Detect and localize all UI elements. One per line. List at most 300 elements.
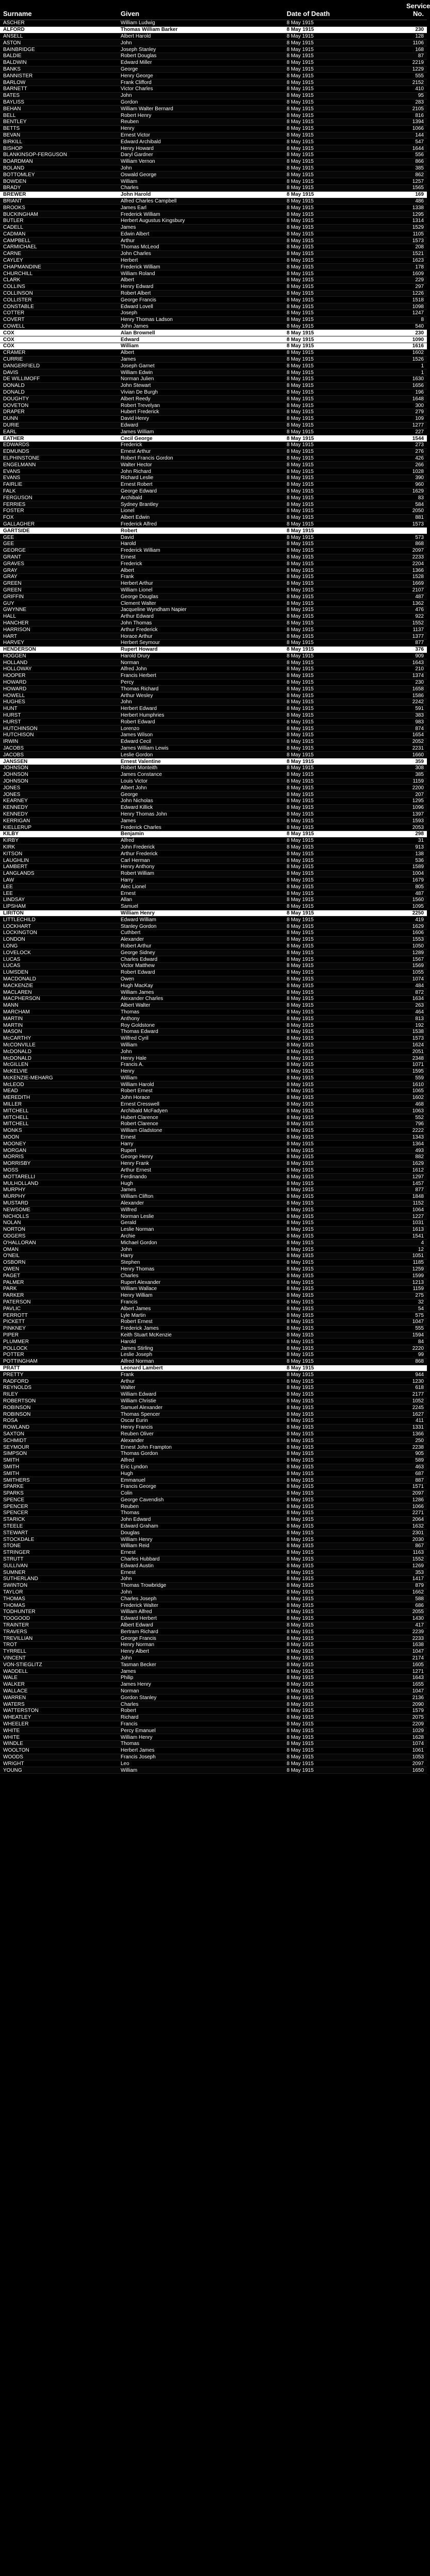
given-cell: John — [118, 1048, 284, 1055]
service-no-cell: 2219 — [403, 59, 427, 66]
given-cell: Lyle Martin — [118, 1312, 284, 1319]
date-cell: 8 May 1915 — [284, 323, 403, 330]
date-cell: 8 May 1915 — [284, 231, 403, 238]
given-cell: Edward Miller — [118, 59, 284, 66]
surname-cell: EDMUNDS — [0, 448, 118, 455]
table-row — [0, 1332, 427, 1338]
table-row — [0, 1246, 427, 1253]
given-cell: Henry Howard — [118, 145, 284, 152]
service-no-cell: 591 — [403, 705, 427, 712]
date-cell: 8 May 1915 — [284, 1727, 403, 1734]
date-cell: 8 May 1915 — [284, 1708, 403, 1715]
given-cell: Horace Arthur — [118, 633, 284, 640]
table-row — [0, 528, 427, 534]
given-cell: Stephen — [118, 1259, 284, 1266]
service-no-cell: 1662 — [403, 1589, 427, 1596]
service-no-cell: 1090 — [403, 336, 427, 343]
table-row — [0, 118, 427, 125]
service-no-cell: 2030 — [403, 1536, 427, 1543]
surname-cell: HURST — [0, 719, 118, 725]
service-no-cell: 1655 — [403, 1681, 427, 1688]
service-no-cell: 192 — [403, 1022, 427, 1029]
given-cell: Thomas Gordon — [118, 1450, 284, 1457]
table-row — [0, 870, 427, 877]
table-row — [0, 1365, 427, 1371]
table-row — [0, 982, 427, 989]
service-no-cell: 1658 — [403, 686, 427, 692]
given-cell: William Clifton — [118, 1193, 284, 1200]
service-no-cell: 300 — [403, 402, 427, 409]
table-row — [0, 778, 427, 785]
date-cell: 8 May 1915 — [284, 205, 403, 211]
date-cell: 8 May 1915 — [284, 86, 403, 92]
table-row — [0, 211, 427, 218]
given-cell: John — [118, 1576, 284, 1583]
service-no-cell: 1227 — [403, 1213, 427, 1220]
given-cell: Reuben — [118, 118, 284, 125]
date-cell: 8 May 1915 — [284, 1365, 403, 1371]
surname-cell: BUTLER — [0, 217, 118, 224]
surname-cell: BATES — [0, 92, 118, 99]
given-cell: Robert William — [118, 870, 284, 877]
surname-cell: GEORGE — [0, 547, 118, 554]
service-no-cell: 99 — [403, 1351, 427, 1358]
surname-cell: MITCHELL — [0, 1108, 118, 1114]
surname-cell: LUCAS — [0, 956, 118, 963]
given-cell: Henry Albert — [118, 1648, 284, 1655]
given-cell: Gordon Stanley — [118, 1694, 284, 1701]
date-cell: 8 May 1915 — [284, 20, 403, 26]
service-no-cell: 2271 — [403, 1510, 427, 1517]
service-no-cell: 1152 — [403, 1200, 427, 1207]
date-cell: 8 May 1915 — [284, 1470, 403, 1477]
service-no-cell: 1541 — [403, 1233, 427, 1240]
date-cell: 8 May 1915 — [284, 468, 403, 475]
table-row — [0, 343, 427, 350]
given-cell: Alexander Charles — [118, 995, 284, 1002]
given-cell: Herbert Humphries — [118, 712, 284, 719]
given-cell: Thomas Spencer — [118, 1411, 284, 1418]
date-cell: 8 May 1915 — [284, 238, 403, 244]
service-no-cell: 618 — [403, 1384, 427, 1391]
date-cell: 8 May 1915 — [284, 1114, 403, 1121]
service-no-cell: 2301 — [403, 1530, 427, 1536]
date-cell: 8 May 1915 — [284, 1543, 403, 1550]
date-cell: 8 May 1915 — [284, 666, 403, 673]
surname-cell: HOGGEN — [0, 653, 118, 659]
table-row — [0, 1279, 427, 1286]
service-no-cell: 1526 — [403, 356, 427, 363]
surname-cell: BALDIE — [0, 53, 118, 59]
service-no-cell: 874 — [403, 725, 427, 732]
service-no-cell: 1259 — [403, 1266, 427, 1273]
given-cell: Herbert Augustus Kingsbury — [118, 217, 284, 224]
date-cell: 8 May 1915 — [284, 870, 403, 877]
given-cell: Joseph — [118, 310, 284, 317]
table-row — [0, 857, 427, 864]
date-cell: 8 May 1915 — [284, 369, 403, 376]
given-cell: Thomas — [118, 1510, 284, 1517]
table-row — [0, 1266, 427, 1273]
table-row — [0, 1523, 427, 1530]
date-cell: 8 May 1915 — [284, 481, 403, 488]
service-no-cell: 555 — [403, 73, 427, 79]
given-cell: Leslie Joseph — [118, 1351, 284, 1358]
given-cell: Henry Hale — [118, 1055, 284, 1062]
given-cell: Hubert Frederick — [118, 409, 284, 416]
table-row — [0, 514, 427, 521]
surname-cell: CLARK — [0, 277, 118, 284]
date-cell: 8 May 1915 — [284, 40, 403, 46]
service-no-cell: 588 — [403, 1596, 427, 1602]
date-cell: 8 May 1915 — [284, 1121, 403, 1128]
date-cell: 8 May 1915 — [284, 435, 403, 442]
column-header-date: Date of Death — [287, 10, 330, 18]
date-cell: 8 May 1915 — [284, 1108, 403, 1114]
given-cell: Alfred — [118, 837, 284, 844]
given-cell: Albert Edwin — [118, 514, 284, 521]
given-cell: Frank Clifford — [118, 79, 284, 86]
surname-cell: SPENCE — [0, 1497, 118, 1503]
table-row — [0, 495, 427, 501]
service-no-cell: 1364 — [403, 1141, 427, 1147]
date-cell: 8 May 1915 — [284, 158, 403, 165]
given-cell: George Douglas — [118, 594, 284, 600]
date-cell: 8 May 1915 — [284, 73, 403, 79]
date-cell: 8 May 1915 — [284, 1622, 403, 1629]
table-row — [0, 455, 427, 462]
surname-cell: O'HALLORAN — [0, 1240, 118, 1246]
given-cell: Francis — [118, 1721, 284, 1727]
date-cell: 8 May 1915 — [284, 184, 403, 191]
service-no-cell: 1257 — [403, 178, 427, 185]
given-cell: Rupert — [118, 1147, 284, 1154]
surname-cell: WATERS — [0, 1701, 118, 1708]
date-cell: 8 May 1915 — [284, 1266, 403, 1273]
table-row — [0, 277, 427, 284]
surname-cell: BARNETT — [0, 86, 118, 92]
service-no-cell: 2231 — [403, 745, 427, 752]
given-cell: Edward Austin — [118, 1563, 284, 1569]
service-no-cell: 487 — [403, 890, 427, 897]
surname-cell: MUSTARD — [0, 1200, 118, 1207]
date-cell: 8 May 1915 — [284, 686, 403, 692]
surname-cell: GRIFFIN — [0, 594, 118, 600]
service-no-cell: 32 — [403, 1299, 427, 1306]
given-cell: William — [118, 1075, 284, 1081]
given-cell: Gerald — [118, 1220, 284, 1227]
given-cell: William Edward — [118, 1391, 284, 1398]
given-cell: Norman Leslie — [118, 1213, 284, 1220]
given-cell: Herbert James — [118, 1747, 284, 1754]
given-cell: Samuel — [118, 903, 284, 910]
date-cell: 8 May 1915 — [284, 923, 403, 930]
surname-cell: ASCHER — [0, 20, 118, 26]
date-cell: 8 May 1915 — [284, 250, 403, 257]
surname-cell: JOHNSON — [0, 771, 118, 778]
surname-cell: HART — [0, 633, 118, 640]
surname-cell: MURPHY — [0, 1187, 118, 1194]
table-row — [0, 521, 427, 528]
service-no-cell: 1213 — [403, 1279, 427, 1286]
service-no-cell: 1277 — [403, 422, 427, 429]
given-cell: Albert James — [118, 1306, 284, 1312]
given-cell: Norman — [118, 659, 284, 666]
surname-cell: ROBINSON — [0, 1411, 118, 1418]
service-no-cell: 1606 — [403, 929, 427, 936]
given-cell: John Harold — [118, 191, 284, 198]
surname-cell: LONDON — [0, 936, 118, 943]
given-cell: Vivian De Burgh — [118, 389, 284, 396]
surname-cell: FALK — [0, 488, 118, 495]
given-cell: William Alfred — [118, 1609, 284, 1616]
service-no-cell: 1031 — [403, 1220, 427, 1227]
surname-cell: ALFORD — [0, 26, 118, 33]
surname-cell: POTTER — [0, 1351, 118, 1358]
given-cell: Frederick — [118, 442, 284, 449]
table-row — [0, 1015, 427, 1022]
given-cell: Robert Henry — [118, 112, 284, 119]
service-no-cell: 1064 — [403, 1207, 427, 1213]
given-cell: William Henry — [118, 910, 284, 917]
date-cell: 8 May 1915 — [284, 1596, 403, 1602]
table-row — [0, 448, 427, 455]
service-no-cell: 1589 — [403, 864, 427, 871]
table-row — [0, 1081, 427, 1088]
service-no-cell: 584 — [403, 501, 427, 508]
service-no-cell: 1159 — [403, 1286, 427, 1293]
table-row — [0, 409, 427, 416]
surname-cell: BENTLEY — [0, 118, 118, 125]
service-no-cell: 1295 — [403, 798, 427, 805]
service-no-cell: 1247 — [403, 310, 427, 317]
table-row — [0, 1662, 427, 1668]
given-cell: Albert Walter — [118, 1002, 284, 1009]
table-row — [0, 1694, 427, 1701]
service-no-cell: 1613 — [403, 1226, 427, 1233]
table-row — [0, 587, 427, 594]
surname-cell: PRETTY — [0, 1371, 118, 1378]
table-row — [0, 1378, 427, 1385]
table-row — [0, 1325, 427, 1332]
table-row — [0, 244, 427, 251]
table-row — [0, 1424, 427, 1431]
given-cell: Victor Matthew — [118, 962, 284, 969]
date-cell: 8 May 1915 — [284, 217, 403, 224]
date-cell: 8 May 1915 — [284, 46, 403, 53]
date-cell: 8 May 1915 — [284, 1556, 403, 1563]
date-cell: 8 May 1915 — [284, 1734, 403, 1741]
date-cell: 8 May 1915 — [284, 165, 403, 172]
date-cell: 8 May 1915 — [284, 1417, 403, 1424]
service-no-cell: 1573 — [403, 238, 427, 244]
surname-cell: JOHNSON — [0, 765, 118, 772]
table-row — [0, 818, 427, 824]
given-cell: Albert John — [118, 785, 284, 791]
surname-cell: O'NEIL — [0, 1253, 118, 1260]
table-row — [0, 1556, 427, 1563]
surname-cell: BANNISTER — [0, 73, 118, 79]
date-cell: 8 May 1915 — [284, 653, 403, 659]
date-cell: 8 May 1915 — [284, 626, 403, 633]
service-no-cell: 385 — [403, 165, 427, 172]
service-no-cell: 54 — [403, 1306, 427, 1312]
table-row — [0, 1503, 427, 1510]
service-no-cell: 1644 — [403, 145, 427, 152]
date-cell: 8 May 1915 — [284, 699, 403, 706]
table-row — [0, 1240, 427, 1246]
given-cell: Frederick William — [118, 547, 284, 554]
service-no-cell: 1374 — [403, 672, 427, 679]
table-row — [0, 224, 427, 231]
service-no-cell: 463 — [403, 1464, 427, 1470]
service-no-cell: 376 — [403, 646, 427, 653]
date-cell: 8 May 1915 — [284, 732, 403, 739]
service-no-cell: 1627 — [403, 1411, 427, 1418]
table-row — [0, 336, 427, 343]
service-no-cell: 2055 — [403, 1609, 427, 1616]
surname-cell: LAW — [0, 877, 118, 884]
table-row — [0, 745, 427, 752]
surname-cell: GRANT — [0, 554, 118, 561]
service-no-cell: 1051 — [403, 1253, 427, 1260]
table-row — [0, 1536, 427, 1543]
table-row — [0, 1028, 427, 1035]
surname-cell: TRAVERS — [0, 1629, 118, 1635]
given-cell: James — [118, 818, 284, 824]
surname-cell: TODHUNTER — [0, 1609, 118, 1616]
surname-cell: CADMAN — [0, 231, 118, 238]
date-cell: 8 May 1915 — [284, 528, 403, 534]
table-row — [0, 910, 427, 917]
surname-cell: CRAMER — [0, 349, 118, 356]
service-no-cell: 353 — [403, 1569, 427, 1576]
service-no-cell: 1638 — [403, 1642, 427, 1649]
given-cell: Frank — [118, 573, 284, 580]
date-cell: 8 May 1915 — [284, 1068, 403, 1075]
surname-cell: BELL — [0, 112, 118, 119]
table-row — [0, 46, 427, 53]
surname-cell: WOOLTON — [0, 1747, 118, 1754]
date-cell: 8 May 1915 — [284, 1483, 403, 1490]
service-no-cell: 1529 — [403, 224, 427, 231]
given-cell: Ernest Robert — [118, 481, 284, 488]
surname-cell: SWINTON — [0, 1582, 118, 1589]
given-cell: Henry Frank — [118, 1160, 284, 1167]
surname-cell: MACLAREN — [0, 989, 118, 996]
service-no-cell: 1656 — [403, 382, 427, 389]
date-cell: 8 May 1915 — [284, 547, 403, 554]
table-row — [0, 1358, 427, 1365]
service-no-cell: 1159 — [403, 778, 427, 785]
table-row — [0, 1306, 427, 1312]
table-row — [0, 474, 427, 481]
date-cell: 8 May 1915 — [284, 1351, 403, 1358]
surname-cell: COX — [0, 343, 118, 350]
surname-cell: WARREN — [0, 1694, 118, 1701]
surname-cell: MOSS — [0, 1167, 118, 1174]
table-row — [0, 554, 427, 561]
service-no-cell: 877 — [403, 1187, 427, 1194]
service-no-cell: 297 — [403, 283, 427, 290]
date-cell: 8 May 1915 — [284, 303, 403, 310]
surname-cell: MACDONALD — [0, 976, 118, 982]
given-cell: James Henry — [118, 1681, 284, 1688]
surname-cell: EATHER — [0, 435, 118, 442]
given-cell: Robert Francis Gordon — [118, 455, 284, 462]
date-cell: 8 May 1915 — [284, 1767, 403, 1774]
date-cell: 8 May 1915 — [284, 26, 403, 33]
surname-cell: BANKS — [0, 66, 118, 73]
table-row — [0, 1121, 427, 1128]
given-cell: James Wilson — [118, 732, 284, 739]
given-cell: Herbert Arthur — [118, 580, 284, 587]
date-cell: 8 May 1915 — [284, 224, 403, 231]
table-row — [0, 86, 427, 92]
service-no-cell: 540 — [403, 323, 427, 330]
service-no-cell: 1430 — [403, 1615, 427, 1622]
table-row — [0, 132, 427, 139]
service-no-cell: 1571 — [403, 1483, 427, 1490]
table-row — [0, 1688, 427, 1694]
surname-cell: PARKER — [0, 1292, 118, 1299]
service-no-cell: 2097 — [403, 547, 427, 554]
date-cell: 8 May 1915 — [284, 507, 403, 514]
given-cell: Henry Norman — [118, 1642, 284, 1649]
table-row — [0, 1444, 427, 1451]
date-cell: 8 May 1915 — [284, 191, 403, 198]
service-no-cell: 555 — [403, 1325, 427, 1332]
surname-cell: BUCKINGHAM — [0, 211, 118, 218]
date-cell: 8 May 1915 — [284, 462, 403, 468]
surname-cell: McGILLEN — [0, 1061, 118, 1068]
table-row — [0, 1569, 427, 1576]
given-cell: Emmanuel — [118, 1477, 284, 1484]
date-cell: 8 May 1915 — [284, 561, 403, 567]
surname-cell: DONALD — [0, 389, 118, 396]
given-cell: Percy Emanuel — [118, 1727, 284, 1734]
surname-cell: JOHNSON — [0, 778, 118, 785]
given-cell: Thomas — [118, 1740, 284, 1747]
surname-cell: GRAY — [0, 567, 118, 574]
service-no-cell: 2152 — [403, 79, 427, 86]
date-cell: 8 May 1915 — [284, 877, 403, 884]
service-no-cell: 484 — [403, 982, 427, 989]
date-cell: 8 May 1915 — [284, 1747, 403, 1754]
service-no-cell: 1052 — [403, 1398, 427, 1404]
given-cell: Edward William — [118, 917, 284, 923]
table-row — [0, 422, 427, 429]
given-cell: Arthur — [118, 1378, 284, 1385]
service-no-cell: 1366 — [403, 1431, 427, 1437]
table-row — [0, 785, 427, 791]
table-row — [0, 1767, 427, 1774]
date-cell: 8 May 1915 — [284, 1635, 403, 1642]
table-row — [0, 1292, 427, 1299]
surname-cell: GRAVES — [0, 561, 118, 567]
table-row — [0, 205, 427, 211]
table-row — [0, 1589, 427, 1596]
given-cell: Henry — [118, 125, 284, 132]
surname-cell: WHITE — [0, 1734, 118, 1741]
date-cell: 8 May 1915 — [284, 1444, 403, 1451]
service-no-cell: 905 — [403, 1450, 427, 1457]
surname-cell: HUTCHISON — [0, 732, 118, 739]
table-row — [0, 389, 427, 396]
table-row — [0, 864, 427, 871]
date-cell: 8 May 1915 — [284, 1075, 403, 1081]
date-cell: 8 May 1915 — [284, 1226, 403, 1233]
